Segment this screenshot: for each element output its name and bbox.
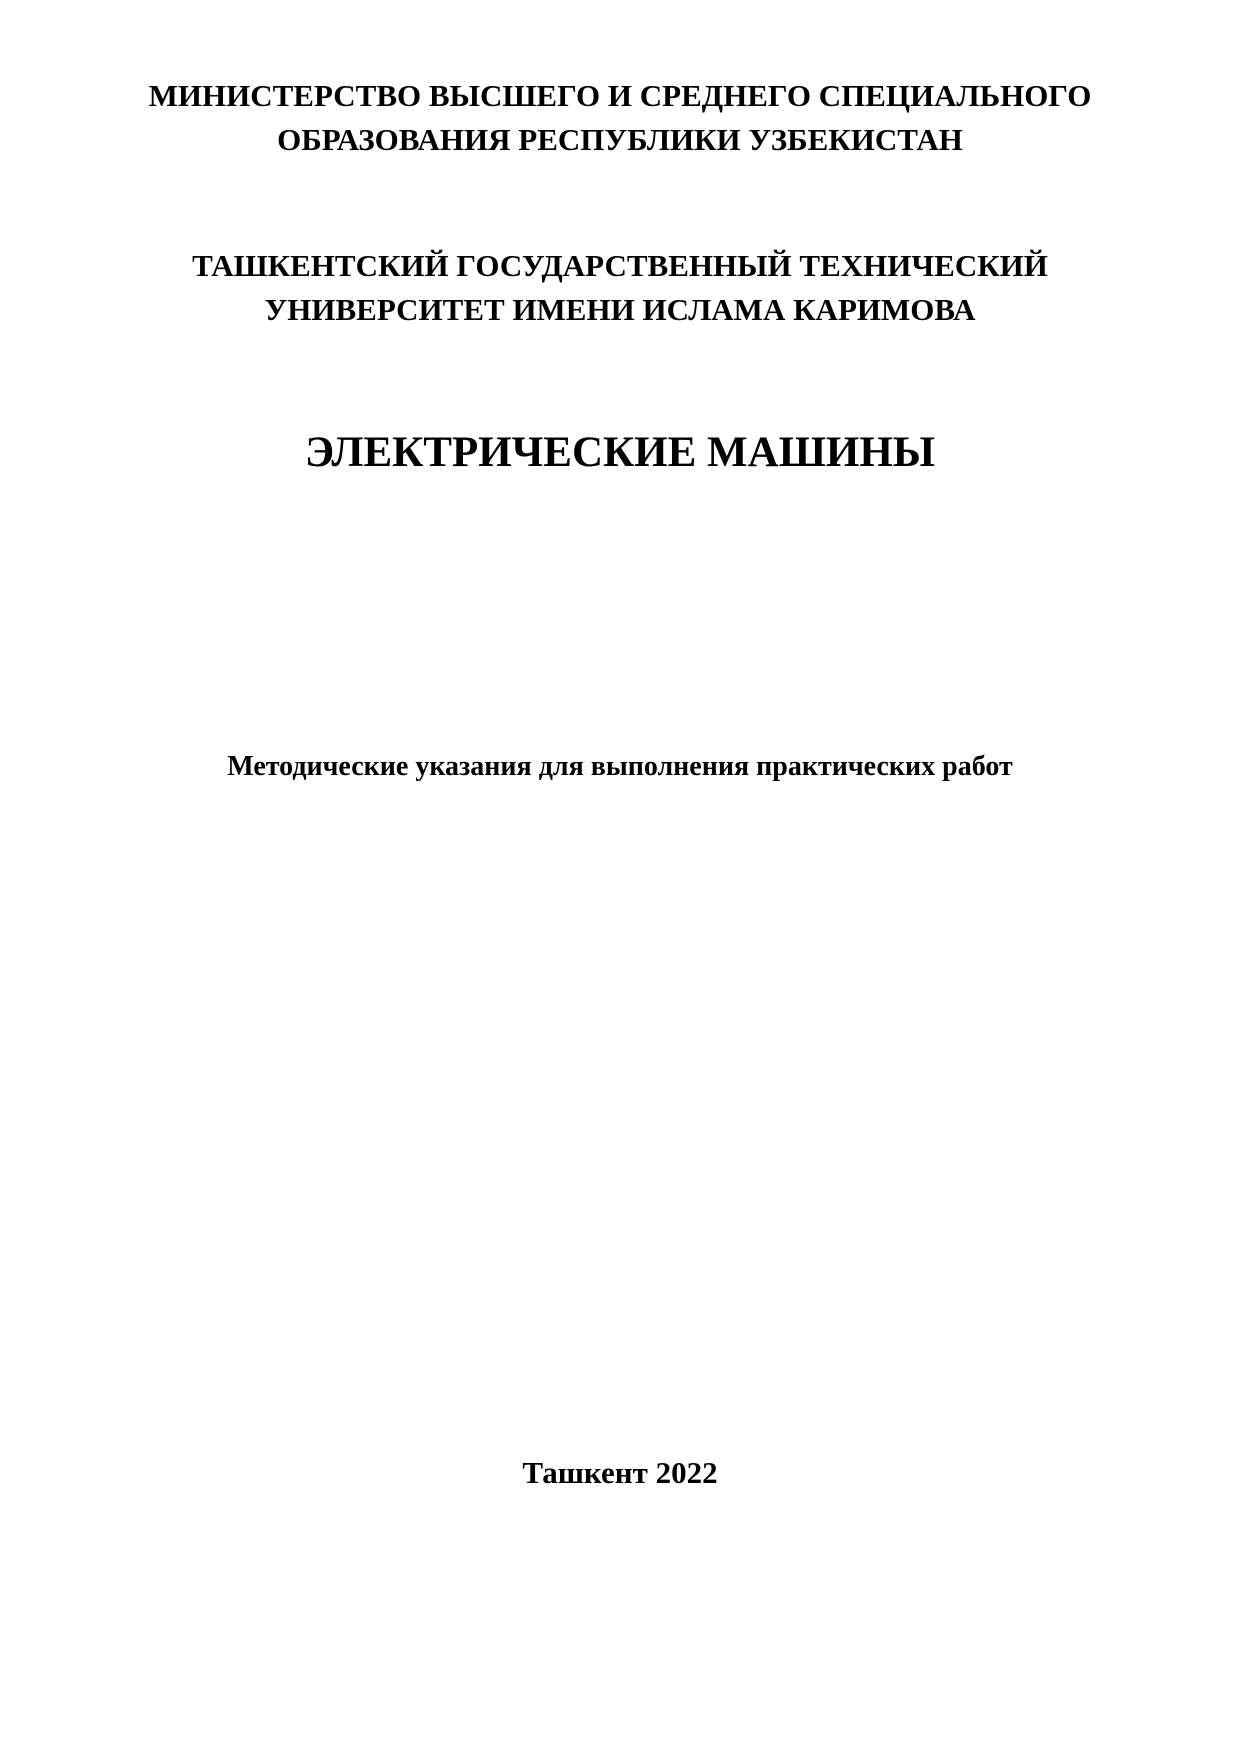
city-year: Ташкент 2022 (522, 1455, 718, 1490)
university-line-2: УНИВЕРСИТЕТ ИМЕНИ ИСЛАМА КАРИМОВА (264, 292, 976, 327)
document-title: ЭЛЕКТРИЧЕСКИЕ МАШИНЫ (304, 429, 936, 476)
ministry-line-2: ОБРАЗОВАНИЯ РЕСПУБЛИКИ УЗБЕКИСТАН (277, 122, 963, 157)
document-subtitle: Методические указания для выполнения практических работ (227, 751, 1013, 782)
university-line-1: ТАШКЕНТСКИЙ ГОСУДАРСТВЕННЫЙ ТЕХНИЧЕСКИЙ (192, 248, 1048, 283)
university-heading (0, 244, 1240, 332)
ministry-heading (0, 74, 1240, 162)
ministry-line-1: МИНИСТЕРСТВО ВЫСШЕГО И СРЕДНЕГО СПЕЦИАЛЬНОГО (148, 78, 1092, 113)
